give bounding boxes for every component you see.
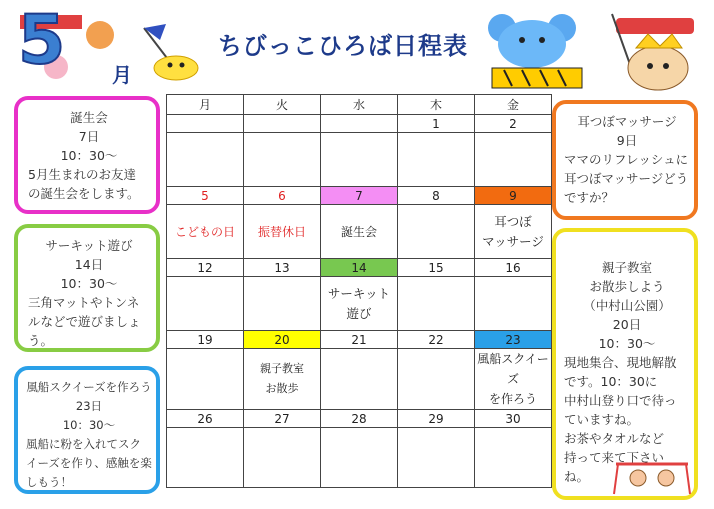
date-cell-balloon: 23 bbox=[475, 331, 552, 349]
date-cell: 15 bbox=[398, 259, 475, 277]
event-desc: 中村山登り口で待っ bbox=[564, 393, 677, 408]
crown-icon bbox=[636, 34, 682, 48]
weekday-wed: 水 bbox=[321, 95, 398, 115]
date-cell-circuit: 14 bbox=[321, 259, 398, 277]
event-cell: サーキット 遊び bbox=[321, 277, 398, 331]
page-title: ちびっこひろば日程表 bbox=[218, 32, 468, 60]
event-desc: ママのリフレッシュに bbox=[564, 152, 689, 167]
event-date: 23日 bbox=[75, 399, 103, 413]
date-cell: 28 bbox=[321, 410, 398, 428]
event-cell bbox=[321, 428, 398, 488]
date-row bbox=[167, 331, 552, 349]
event-cell bbox=[398, 277, 475, 331]
event-cell bbox=[244, 428, 321, 488]
event-date: 9日 bbox=[616, 133, 638, 148]
event-cell bbox=[167, 133, 244, 187]
month-unit: 月 bbox=[112, 63, 132, 87]
birthday-event-box bbox=[14, 96, 160, 214]
event-cell bbox=[167, 428, 244, 488]
event-row bbox=[167, 349, 552, 410]
date-cell bbox=[321, 115, 398, 133]
date-cell: 30 bbox=[475, 410, 552, 428]
event-row bbox=[167, 428, 552, 488]
event-cell-holiday: こどもの日 bbox=[167, 205, 244, 259]
event-desc: 持って来て下さい bbox=[564, 450, 665, 465]
date-cell: 13 bbox=[244, 259, 321, 277]
event-row bbox=[167, 277, 552, 331]
event-cell bbox=[244, 133, 321, 187]
event-cell bbox=[167, 349, 244, 410]
date-cell: 27 bbox=[244, 410, 321, 428]
event-desc: しもう！ bbox=[26, 475, 72, 489]
schedule-calendar bbox=[166, 94, 552, 488]
date-row bbox=[167, 187, 552, 205]
event-cell bbox=[321, 349, 398, 410]
event-desc: 耳つぼマッサージどう bbox=[564, 171, 689, 186]
event-cell bbox=[398, 133, 475, 187]
event-desc: ていますね。 bbox=[564, 412, 640, 427]
dog-koinobori-illustration bbox=[596, 10, 706, 96]
parent-child-class-box bbox=[552, 228, 698, 500]
month-badge bbox=[16, 1, 132, 87]
event-subtitle: お散歩しよう bbox=[589, 279, 665, 294]
chick-icon bbox=[154, 56, 198, 80]
date-cell: 29 bbox=[398, 410, 475, 428]
event-time: 10：30～ bbox=[62, 418, 116, 432]
event-row bbox=[167, 205, 552, 259]
date-cell-holiday: 6 bbox=[244, 187, 321, 205]
date-cell: 26 bbox=[167, 410, 244, 428]
event-time: 10：30～ bbox=[60, 276, 118, 291]
month-number: 5 bbox=[18, 1, 66, 80]
event-cell bbox=[475, 428, 552, 488]
event-desc: 三角マットやトンネ bbox=[28, 295, 140, 310]
event-cell-holiday: 振替休日 bbox=[244, 205, 321, 259]
event-desc: う。 bbox=[28, 333, 54, 348]
date-row bbox=[167, 410, 552, 428]
date-cell: 22 bbox=[398, 331, 475, 349]
date-cell-birthday: 7 bbox=[321, 187, 398, 205]
event-title: 誕生会 bbox=[70, 110, 108, 125]
dog-face-icon bbox=[628, 46, 688, 90]
child-icon bbox=[658, 470, 674, 486]
event-cell bbox=[398, 205, 475, 259]
date-cell bbox=[244, 115, 321, 133]
circuit-play-box bbox=[14, 224, 160, 352]
mouse-koinobori-illustration bbox=[482, 10, 592, 90]
event-date: 20日 bbox=[612, 317, 642, 332]
weekday-fri: 金 bbox=[475, 95, 552, 115]
event-title: 風船スクイーズを作ろう bbox=[26, 380, 152, 394]
event-cell: 誕生会 bbox=[321, 205, 398, 259]
weekday-tue: 火 bbox=[244, 95, 321, 115]
event-cell bbox=[398, 349, 475, 410]
event-time: 10：30～ bbox=[598, 336, 656, 351]
event-date: 7日 bbox=[78, 129, 100, 144]
date-cell-massage: 9 bbox=[475, 187, 552, 205]
event-desc: ね。 bbox=[564, 469, 590, 484]
event-title: 親子教室 bbox=[601, 260, 652, 275]
event-cell bbox=[475, 133, 552, 187]
date-cell: 1 bbox=[398, 115, 475, 133]
weekday-thu: 木 bbox=[398, 95, 475, 115]
event-cell: 風船スクイーズ を作ろう bbox=[475, 349, 552, 410]
event-desc: の誕生会をします。 bbox=[28, 186, 140, 201]
event-desc: ですか？ bbox=[564, 190, 615, 205]
event-desc: 現地集合、現地解散 bbox=[564, 355, 677, 370]
koinobori-red-icon bbox=[616, 18, 694, 34]
event-cell bbox=[321, 133, 398, 187]
event-cell bbox=[244, 277, 321, 331]
date-cell-outing: 20 bbox=[244, 331, 321, 349]
date-cell: 2 bbox=[475, 115, 552, 133]
mouse-face-icon bbox=[498, 20, 566, 68]
balloon-squeeze-box bbox=[14, 366, 160, 494]
weekday-header-row bbox=[167, 95, 552, 115]
event-time: 10：30～ bbox=[60, 148, 118, 163]
event-cell: 耳つぼ マッサージ bbox=[475, 205, 552, 259]
event-cell: 親子教室 お散歩 bbox=[244, 349, 321, 410]
event-date: 14日 bbox=[74, 257, 104, 272]
event-desc: イーズを作り、感触を楽 bbox=[26, 456, 152, 470]
weekday-mon: 月 bbox=[167, 95, 244, 115]
event-desc: ルなどで遊びましょ bbox=[28, 314, 141, 329]
event-location: （中村山公園） bbox=[583, 298, 671, 313]
event-cell bbox=[167, 277, 244, 331]
event-desc: です。10：30に bbox=[564, 374, 658, 389]
ear-massage-box bbox=[552, 100, 698, 220]
child-icon bbox=[630, 470, 646, 486]
event-title: 耳つぼマッサージ bbox=[577, 114, 677, 129]
event-desc: お茶やタオルなど bbox=[564, 431, 665, 446]
event-cell bbox=[475, 277, 552, 331]
event-desc: 風船に粉を入れてスク bbox=[26, 437, 141, 451]
date-row bbox=[167, 115, 552, 133]
animal-face-icon bbox=[86, 21, 114, 49]
event-desc: 5月生まれのお友達 bbox=[28, 167, 136, 182]
date-cell: 12 bbox=[167, 259, 244, 277]
date-cell: 21 bbox=[321, 331, 398, 349]
date-cell: 19 bbox=[167, 331, 244, 349]
date-cell: 16 bbox=[475, 259, 552, 277]
chick-flag-illustration bbox=[130, 18, 210, 84]
date-cell bbox=[167, 115, 244, 133]
event-title: サーキット遊び bbox=[45, 238, 133, 253]
date-cell-holiday: 5 bbox=[167, 187, 244, 205]
event-cell bbox=[398, 428, 475, 488]
event-row bbox=[167, 133, 552, 187]
date-row bbox=[167, 259, 552, 277]
date-cell: 8 bbox=[398, 187, 475, 205]
swing-illustration bbox=[612, 460, 692, 496]
